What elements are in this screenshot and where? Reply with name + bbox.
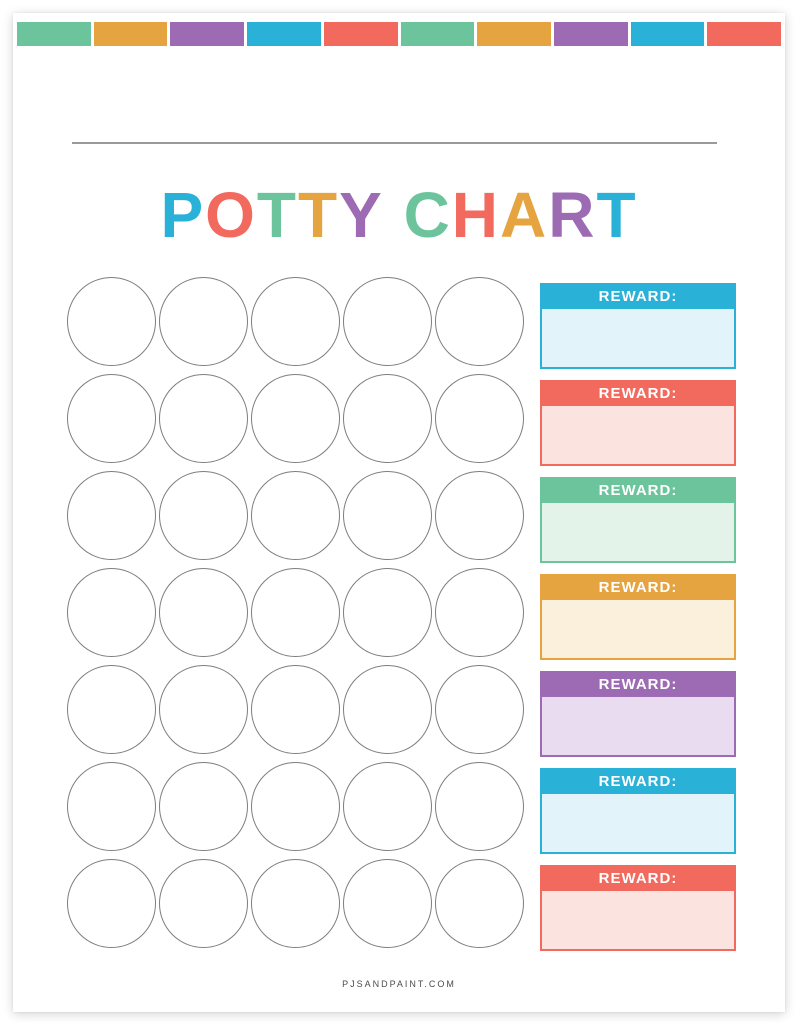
divider-line bbox=[72, 142, 717, 144]
reward-box-writein-area bbox=[542, 600, 734, 658]
page-title bbox=[13, 179, 785, 251]
reward-box-writein-area bbox=[542, 794, 734, 852]
sticker-slot bbox=[67, 762, 156, 851]
sticker-slot bbox=[67, 374, 156, 463]
printable-page bbox=[13, 13, 785, 1012]
reward-box-header: REWARD: bbox=[542, 285, 734, 309]
reward-box-writein-area bbox=[542, 891, 734, 949]
reward-box-header: REWARD: bbox=[542, 479, 734, 503]
reward-box-header: REWARD: bbox=[542, 576, 734, 600]
reward-box-writein-area bbox=[542, 309, 734, 367]
title-letter: H bbox=[451, 179, 501, 251]
reward-box-header: REWARD: bbox=[542, 673, 734, 697]
sticker-slot bbox=[343, 762, 432, 851]
color-banner bbox=[17, 22, 781, 46]
sticker-slot bbox=[435, 277, 524, 366]
title-letter: P bbox=[160, 179, 206, 251]
banner-segment bbox=[631, 22, 705, 46]
reward-box bbox=[540, 671, 736, 757]
banner-segment bbox=[401, 22, 475, 46]
sticker-slot bbox=[251, 374, 340, 463]
title-letter: A bbox=[500, 179, 549, 251]
title-letter: Y bbox=[339, 179, 384, 251]
sticker-slot bbox=[435, 568, 524, 657]
sticker-slot bbox=[435, 665, 524, 754]
title-space bbox=[384, 183, 404, 247]
title-letter: O bbox=[205, 179, 257, 251]
sticker-slot bbox=[159, 859, 248, 948]
banner-segment bbox=[170, 22, 244, 46]
sticker-slot bbox=[251, 859, 340, 948]
banner-segment bbox=[554, 22, 628, 46]
title-letter: T bbox=[298, 179, 340, 251]
banner-segment bbox=[94, 22, 168, 46]
title-letter: R bbox=[548, 179, 597, 251]
sticker-slot bbox=[435, 471, 524, 560]
title-letter: C bbox=[403, 179, 452, 251]
sticker-slot bbox=[159, 762, 248, 851]
sticker-slot bbox=[343, 277, 432, 366]
reward-box bbox=[540, 477, 736, 563]
sticker-slot bbox=[67, 568, 156, 657]
title-letter: T bbox=[256, 179, 299, 251]
reward-box-writein-area bbox=[542, 503, 734, 561]
reward-box bbox=[540, 283, 736, 369]
sticker-slot bbox=[67, 859, 156, 948]
sticker-slot bbox=[251, 471, 340, 560]
reward-box-header: REWARD: bbox=[542, 382, 734, 406]
banner-segment bbox=[17, 22, 91, 46]
sticker-slot bbox=[343, 859, 432, 948]
reward-box bbox=[540, 865, 736, 951]
sticker-slot bbox=[67, 665, 156, 754]
sticker-slot bbox=[343, 374, 432, 463]
banner-segment bbox=[247, 22, 321, 46]
footer-credit: PJSANDPAINT.COM bbox=[342, 979, 456, 989]
sticker-slot bbox=[343, 665, 432, 754]
sticker-slot bbox=[251, 665, 340, 754]
banner-segment bbox=[707, 22, 781, 46]
sticker-slot bbox=[159, 471, 248, 560]
reward-box-writein-area bbox=[542, 406, 734, 464]
sticker-slot bbox=[435, 374, 524, 463]
sticker-slot bbox=[159, 374, 248, 463]
sticker-slot bbox=[159, 665, 248, 754]
reward-box-header: REWARD: bbox=[542, 867, 734, 891]
sticker-slot bbox=[251, 762, 340, 851]
reward-box-header: REWARD: bbox=[542, 770, 734, 794]
sticker-slot bbox=[251, 568, 340, 657]
sticker-slot bbox=[67, 471, 156, 560]
sticker-slot bbox=[159, 568, 248, 657]
banner-segment bbox=[477, 22, 551, 46]
sticker-slot bbox=[343, 471, 432, 560]
reward-box-writein-area bbox=[542, 697, 734, 755]
title-letter: T bbox=[596, 179, 638, 251]
reward-column bbox=[540, 283, 736, 962]
banner-segment bbox=[324, 22, 398, 46]
reward-box bbox=[540, 574, 736, 660]
sticker-slot bbox=[343, 568, 432, 657]
sticker-slot bbox=[435, 762, 524, 851]
sticker-grid bbox=[67, 277, 524, 948]
reward-box bbox=[540, 380, 736, 466]
sticker-slot bbox=[251, 277, 340, 366]
sticker-slot bbox=[435, 859, 524, 948]
sticker-slot bbox=[159, 277, 248, 366]
reward-box bbox=[540, 768, 736, 854]
sticker-slot bbox=[67, 277, 156, 366]
